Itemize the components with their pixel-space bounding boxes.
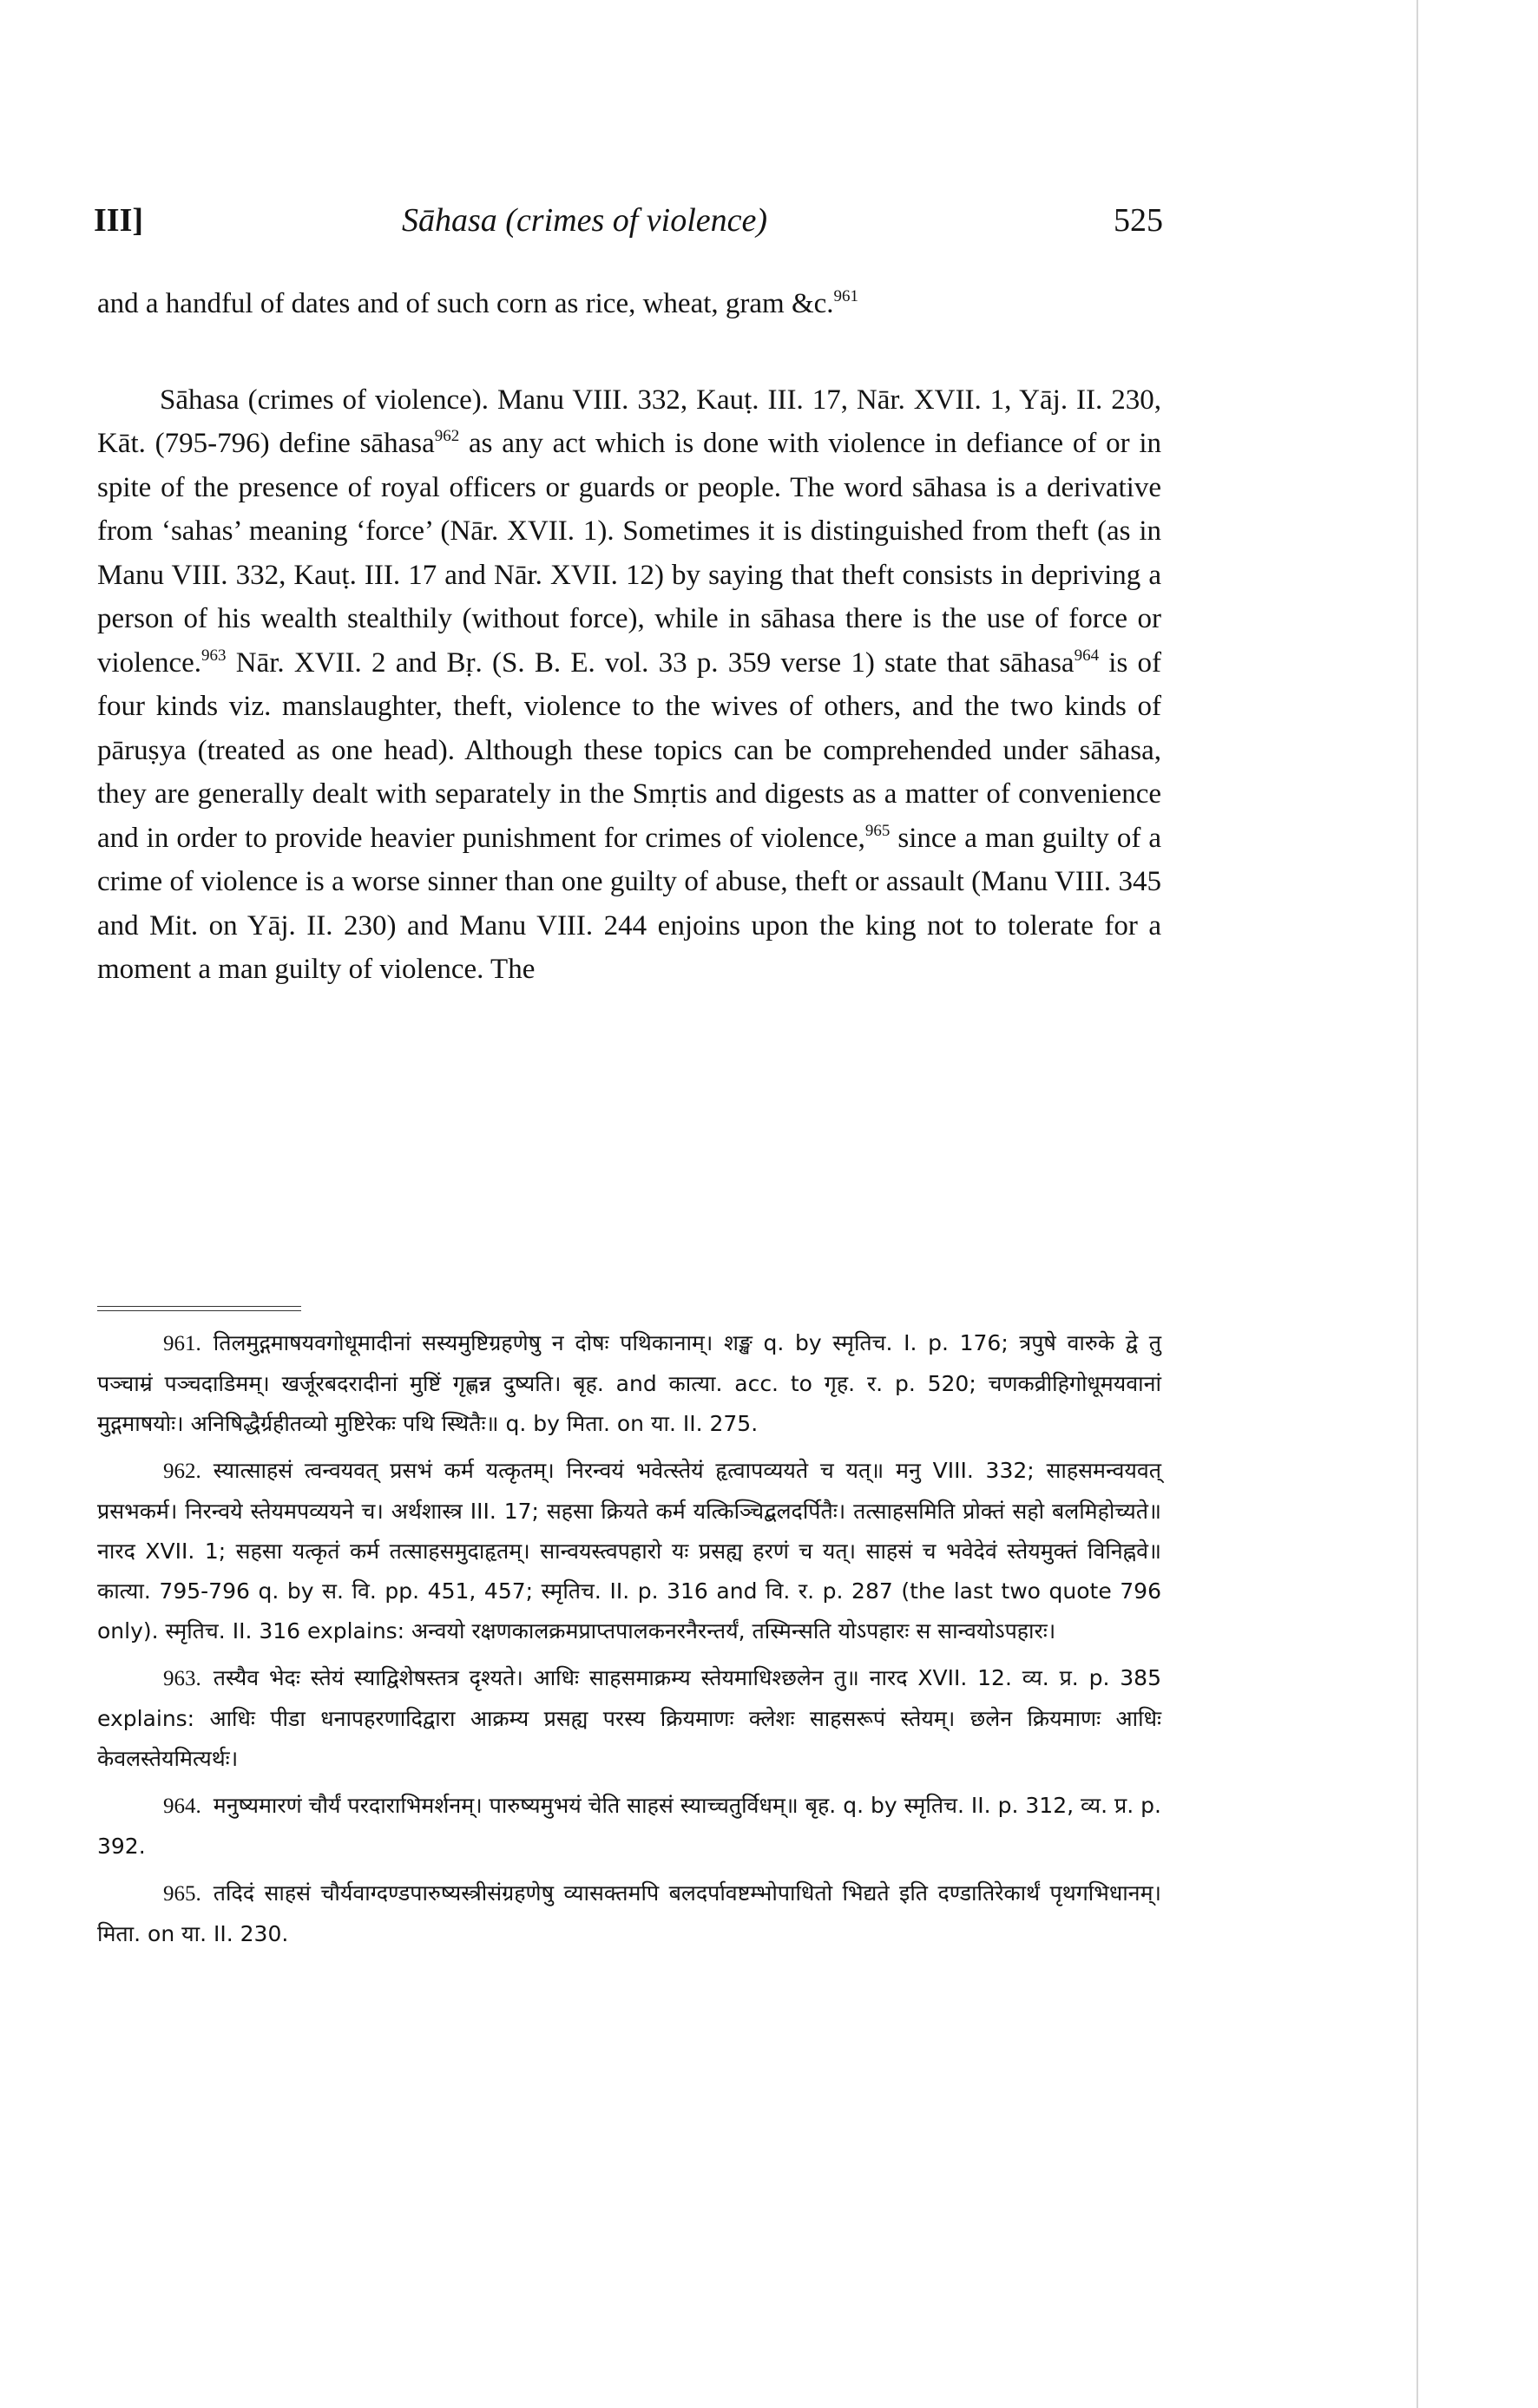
para-seg-2: as any act which is done with violence in defiance of or in spite of the presence of royal officers or guards or people. The word sāhasa is a derivative from ‘sahas’ meaning ‘force’ (Nār. XVII. 1). Sometimes it is distinguished from theft (as in Manu VIII. 332, Kauṭ. III. 17 and Nār. XVII. 12) by saying that theft consists in depriving a person of his wealth stealthily (without force), while in sāhasa there is the use of force or violence. [97,428,1161,679]
footnote-text: स्यात्साहसं त्वन्वयवत् प्रसभं कर्म यत्कृतम्। निरन्वयं भवेत्स्तेयं हृत्वापव्ययते च यत्॥ मनु VIII. 332; साहसमन्वयवत् प्रसभकर्म। निरन्वये स्तेयमपव्ययने च। अर्थशास्त्र III. 17; सहसा क्रियते कर्म यत्किञ्चिद्बलदर्पितैः। तत्साहसमिति प्रोक्तं सहो बलमिहोच्यते॥ नारद XVII. 1; सहसा यत्कृतं कर्म तत्साहसमुदाहृतम्। सान्वयस्त्वपहारो यः प्रसह्य हरणं च यत्। साहसं च भवेदेवं स्तेयमुक्तं विनिह्नवे॥ कात्या. 795-796 q. by स. वि. pp. 451, 457; स्मृतिच. II. p. 316 and वि. र. p. 287 (the last two quote 796 only). स्मृतिच. II. 316 explains: अन्वयो रक्षणकालक्रमप्राप्तपालकनरनैरन्तर्यं, तस्मिन्सति योऽपहारः स सान्वयोऽपहारः। [97,1458,1161,1644]
footnote-number: 962. [163,1460,201,1483]
footnote-separator [97,1306,301,1311]
footnote-ref-965: 965 [864,821,891,840]
footnote-text: मनुष्यमारणं चौर्यं परदाराभिमर्शनम्। पारुष्यमुभयं चेति साहसं स्याच्चतुर्विधम्॥ बृह. q. by स्मृतिच. II. p. 312, व्य. प्र. p. 392. [97,1793,1161,1859]
footnote-text: तदिदं साहसं चौर्यवाग्दण्डपारुष्यस्त्रीसंग्रहणेषु व्यासक्तमपि बलदर्पावष्टम्भोपाधितो भिद्यते इति दण्डातिरेकार्थं पृथगभिधानम्। मिता. on या. II. 230. [97,1880,1161,1946]
para-seg-5: since a man guilty of a crime of violence is a worse sinner than one guilty of abuse, theft or assault (Manu VIII. 345 and Mit. on Yāj. II. 230) and Manu VIII. 244 enjoins upon the king not to tolerate for a moment a man guilty of violence. The [97,822,1161,985]
footnotes [97,1323,1161,1961]
margin-rule [1416,0,1418,2408]
sahasa-paragraph [97,378,1161,992]
chapter-number: III] [94,202,144,239]
para-seg-4: is of four kinds viz. manslaughter, theft, violence to the wives of others, and the two kinds of pāruṣya (treated as one head). Although these topics can be comprehended under sāhasa, they are generally dealt with separately in the Smṛtis and digests as a matter of convenience and in order to provide heavier punishment for crimes of violence, [97,646,1161,854]
footnote-ref-962: 962 [434,427,460,445]
footnote-965 [97,1873,1161,1954]
continuation-paragraph [97,282,1161,326]
para-seg-3: Nār. XVII. 2 and Bṛ. (S. B. E. vol. 33 p. 359 verse 1) state that sāhasa [226,646,1075,679]
running-title: Sāhasa (crimes of violence) [402,202,768,239]
footnote-962 [97,1451,1161,1651]
page-header [94,201,1163,253]
footnote-ref-963: 963 [201,646,227,665]
footnote-number: 965. [163,1882,201,1906]
page-number: 525 [1114,202,1163,239]
footnote-ref-961: 961 [833,287,859,305]
footnote-number: 964. [163,1795,201,1818]
footnote-961 [97,1323,1161,1444]
continuation-text: and a handful of dates and of such corn as rice, wheat, gram &c. [97,288,834,319]
footnote-number: 961. [163,1332,201,1355]
footnote-text: तिलमुद्गमाषयवगोधूमादीनां सस्यमुष्टिग्रहणेषु न दोषः पथिकानाम्। शङ्ख q. by स्मृतिच. I. p. 176; त्रपुषे वारुके द्वे तु पञ्चाम्रं पञ्चदाडिमम्। खर्जूरबदरादीनां मुष्टिं गृह्णन्न दुष्यति। बृह. and कात्या. acc. to गृह. र. p. 520; चणकव्रीहिगोधूमयवानां मुद्गमाषयोः। अनिषिद्धैर्ग्रहीतव्यो मुष्टिरेकः पथि स्थितैः॥ q. by मिता. on या. II. 275. [97,1330,1161,1436]
footnote-964 [97,1786,1161,1867]
para-seg-1: Sāhasa (crimes of violence). Manu VIII. 332, Kauṭ. III. 17, Nār. XVII. 1, Yāj. II. 230, Kāt. (795-796) define sāhasa [97,384,1161,459]
footnote-number: 963. [163,1667,201,1690]
footnote-963 [97,1658,1161,1779]
footnote-ref-964: 964 [1074,646,1100,665]
main-text [97,282,1161,992]
footnote-text: तस्यैव भेदः स्तेयं स्याद्विशेषस्तत्र दृश्यते। आधिः साहसमाक्रम्य स्तेयमाधिश्छलेन तु॥ नारद XVII. 12. व्य. प्र. p. 385 explains: आधिः पीडा धनापहरणादिद्वारा आक्रम्य प्रसह्य परस्य क्रियमाणः क्लेशः साहसरूपं स्तेयम्। छलेन क्रियमाणः आधिः केवलस्तेयमित्यर्थः। [97,1665,1161,1771]
